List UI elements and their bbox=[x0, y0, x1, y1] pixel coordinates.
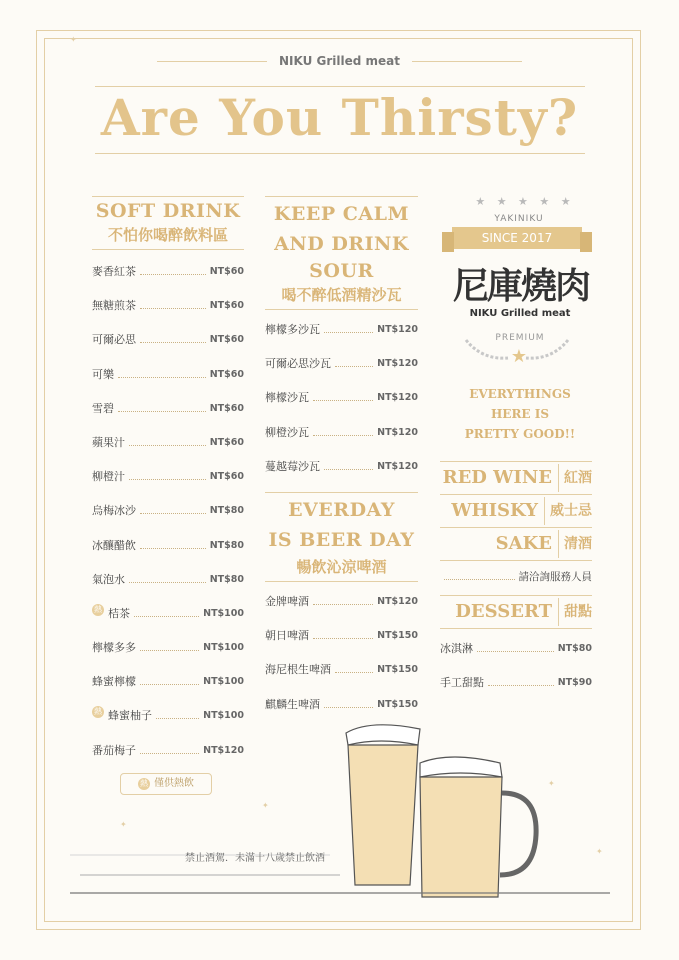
item-name: 烏梅冰沙 bbox=[92, 504, 136, 518]
brand-name: NIKU Grilled meat bbox=[278, 54, 400, 68]
liquor-note: 請洽詢服務人員 bbox=[440, 567, 592, 601]
dot-leader bbox=[488, 673, 554, 686]
menu-item bbox=[265, 354, 418, 388]
item-price: NT$100 bbox=[203, 676, 244, 688]
item-name: 冰淇淋 bbox=[440, 642, 473, 655]
menu-item bbox=[92, 501, 244, 535]
item-name: 麥香紅茶 bbox=[92, 265, 136, 278]
item-name: 金牌啤酒 bbox=[265, 595, 309, 608]
dot-leader bbox=[313, 423, 373, 436]
menu-item bbox=[92, 604, 244, 638]
item-price: NT$150 bbox=[377, 630, 418, 642]
sour-subtitle: 喝不醉低酒精沙瓦 bbox=[281, 286, 402, 304]
item-name: 蔓越莓沙瓦 bbox=[265, 459, 320, 473]
dot-leader bbox=[313, 592, 373, 605]
dot-leader bbox=[129, 433, 206, 446]
item-price: NT$120 bbox=[377, 392, 418, 404]
menu-item bbox=[92, 330, 244, 364]
item-name: 蜂蜜檸檬 bbox=[92, 675, 136, 689]
menu-item bbox=[92, 536, 244, 570]
dot-leader bbox=[324, 695, 373, 708]
item-name: 手工甜點 bbox=[440, 676, 484, 690]
item-price: NT$120 bbox=[377, 358, 418, 370]
item-name: 可爾必思沙瓦 bbox=[265, 357, 331, 371]
item-name: 柳橙汁 bbox=[92, 470, 125, 484]
liquor-category: RED WINE 紅酒 bbox=[440, 464, 592, 492]
item-name: 可樂 bbox=[92, 367, 114, 381]
dot-leader bbox=[118, 399, 206, 412]
menu-item bbox=[440, 639, 592, 673]
item-price: NT$60 bbox=[209, 368, 244, 380]
item-price: NT$60 bbox=[209, 266, 244, 277]
dot-leader bbox=[324, 320, 373, 333]
brand-header bbox=[0, 54, 679, 68]
dot-leader bbox=[140, 262, 206, 275]
logo-english-name: NIKU Grilled meat bbox=[469, 308, 571, 319]
sour-section bbox=[265, 194, 418, 491]
menu-item bbox=[265, 388, 418, 422]
sour-title-line-3: SOUR bbox=[309, 260, 374, 282]
item-name: 海尼根生啤酒 bbox=[265, 663, 331, 677]
hero-bottom-rule bbox=[95, 153, 585, 154]
menu-item bbox=[265, 592, 418, 626]
menu-item bbox=[92, 467, 244, 501]
item-name: 可爾必思 bbox=[92, 333, 136, 347]
page-title: Are You Thirsty? bbox=[100, 88, 579, 147]
menu-item bbox=[265, 457, 418, 491]
menu-item bbox=[265, 423, 418, 457]
dessert-section bbox=[440, 593, 592, 707]
divider bbox=[440, 527, 592, 528]
item-price: NT$60 bbox=[209, 334, 244, 346]
divider bbox=[440, 494, 592, 495]
item-name: 桔茶 bbox=[108, 606, 130, 620]
beer-title-line-2: IS BEER DAY bbox=[268, 529, 415, 551]
item-name: 氣泡水 bbox=[92, 572, 125, 586]
item-name: 冰釀醋飲 bbox=[92, 538, 136, 552]
hot-only-note: 熱 僅供熱飲 bbox=[120, 773, 212, 795]
liquor-list bbox=[440, 464, 592, 561]
beer-list bbox=[265, 592, 418, 729]
menu-item bbox=[92, 433, 244, 467]
dot-leader bbox=[140, 330, 206, 343]
item-price: NT$60 bbox=[209, 436, 244, 448]
since-ribbon: SINCE 2017 bbox=[452, 227, 582, 249]
dot-leader bbox=[134, 604, 199, 617]
item-name: 檸檬多沙瓦 bbox=[265, 323, 320, 336]
hot-badge-icon: 熱 bbox=[140, 779, 148, 788]
beer-glasses-illustration bbox=[70, 715, 610, 905]
item-name: 朝日啤酒 bbox=[265, 629, 309, 643]
menu-item bbox=[265, 320, 418, 354]
sour-title-line-2: AND DRINK bbox=[274, 233, 409, 255]
dot-leader bbox=[140, 672, 199, 685]
hero-top-rule bbox=[95, 86, 585, 87]
menu-item bbox=[92, 399, 244, 433]
tagline: EVERYTHINGS HERE IS PRETTY GOOD!! bbox=[464, 387, 576, 441]
dot-leader bbox=[313, 388, 373, 401]
menu-item bbox=[92, 296, 244, 330]
sour-list bbox=[265, 320, 418, 491]
menu-item bbox=[92, 365, 244, 399]
rating-stars: ★ ★ ★ ★ ★ bbox=[475, 195, 575, 208]
dot-leader bbox=[140, 296, 206, 309]
item-name: 番茄梅子 bbox=[92, 743, 136, 757]
item-price: NT$80 bbox=[557, 643, 592, 654]
yakiniku-label: YAKINIKU bbox=[494, 214, 544, 224]
menu-item bbox=[265, 660, 418, 694]
divider bbox=[440, 560, 592, 561]
item-price: NT$60 bbox=[209, 300, 244, 312]
sour-title-line-1: KEEP CALM bbox=[273, 203, 410, 225]
item-price: NT$80 bbox=[209, 505, 244, 517]
item-name: 麒麟生啤酒 bbox=[265, 697, 320, 711]
soft-drink-title: SOFT DRINK bbox=[95, 200, 241, 222]
item-price: NT$150 bbox=[377, 664, 418, 676]
item-price: NT$100 bbox=[203, 607, 244, 619]
item-price: NT$120 bbox=[203, 744, 244, 756]
soft-drink-subtitle: 不怕你喝醉飲料區 bbox=[107, 226, 228, 244]
beer-section bbox=[265, 490, 418, 729]
dot-leader bbox=[129, 467, 206, 480]
item-price: NT$60 bbox=[209, 402, 244, 414]
liquor-section bbox=[440, 459, 592, 601]
dessert-list bbox=[440, 639, 592, 707]
item-name: 檸檬多多 bbox=[92, 641, 136, 655]
item-price: NT$120 bbox=[377, 324, 418, 335]
menu-item bbox=[92, 672, 244, 706]
liquor-category: SAKE 清酒 bbox=[440, 530, 592, 558]
item-name: 檸檬沙瓦 bbox=[265, 391, 309, 405]
dot-leader bbox=[140, 501, 206, 514]
footer-note: 禁止酒駕．未滿十八歲禁止飲酒 bbox=[185, 853, 325, 864]
dessert-title: DESSERT 甜點 bbox=[440, 598, 592, 626]
item-price: NT$80 bbox=[209, 539, 244, 551]
soft-drink-list bbox=[92, 262, 244, 775]
item-name: 雪碧 bbox=[92, 401, 114, 415]
dot-leader bbox=[324, 457, 373, 470]
logo-chinese-name: 尼庫燒肉 bbox=[452, 265, 589, 307]
hot-badge-icon: 熱 bbox=[94, 707, 102, 717]
dot-leader bbox=[335, 660, 373, 673]
item-price: NT$120 bbox=[377, 426, 418, 438]
item-price: NT$80 bbox=[209, 573, 244, 585]
soft-drink-section bbox=[92, 194, 244, 775]
beer-title-line-1: EVERDAY bbox=[288, 499, 395, 521]
item-price: NT$120 bbox=[377, 460, 418, 472]
dot-leader bbox=[335, 354, 373, 367]
dot-leader bbox=[477, 639, 554, 652]
dot-leader bbox=[313, 626, 373, 639]
item-price: NT$120 bbox=[377, 596, 418, 607]
item-name: 柳橙沙瓦 bbox=[265, 425, 309, 439]
drink-menu-page: NIKU Grilled meat Are You Thirsty? SOFT DRINK 不怕你喝醉飲料區 麥香紅茶 NT$60 無糖煎茶 NT$60 可爾必思 NT$60 可樂 NT$60 雪碧 NT$60 蘋果汁 NT$60 柳橙汁 NT$60 烏梅冰沙 NT$80 冰釀醋飲 NT$80 氣泡水 NT$80 熱 桔茶 NT$100 檸檬多多 NT$100 蜂蜜檸檬 NT$100 熱 蜂蜜柚子 NT$100 番茄梅子 NT$120 熱 僅供熱飲 KEEP CALM AND DRINK SOUR 喝不醉低酒精沙瓦 檸檬多沙瓦 NT$120 可爾必思沙瓦 NT$120 檸檬沙瓦 NT$120 柳橙沙瓦 NT$120 蔓越莓沙瓦 NT$120 EVERDAY IS BEER DAY 暢飲沁涼啤酒 金牌啤酒 NT$120 朝日啤酒 NT$150 海尼根生啤酒 NT$150 麒麟生啤酒 NT$150 ★ ★ ★ ★ ★ YAKINIKU SINCE 2017 尼庫燒肉 NIKU Grilled meat PREMIUM ★ EVERYTHINGS HERE IS PRETTY GOOD!! RED WINE 紅酒 WHISKY 威士忌 SAKE 清酒 請洽詢服務人員 DESSERT 甜點 冰淇淋 NT$80 手工甜點 NT$90 禁止酒駕．未滿十八歲禁止飲酒 ✦ ✦ ✦ ✦ ✦ bbox=[0, 0, 679, 960]
item-price: NT$100 bbox=[203, 642, 244, 654]
dot-leader bbox=[140, 638, 199, 651]
gold-star-icon: ★ bbox=[510, 346, 528, 367]
liquor-category: WHISKY 威士忌 bbox=[440, 497, 592, 525]
item-price: NT$90 bbox=[557, 677, 592, 689]
item-price: NT$100 bbox=[203, 710, 244, 722]
menu-item bbox=[440, 673, 592, 707]
item-price: NT$60 bbox=[209, 471, 244, 483]
menu-item bbox=[92, 638, 244, 672]
item-name: 無糖煎茶 bbox=[92, 299, 136, 313]
dot-leader bbox=[118, 365, 206, 378]
dot-leader bbox=[129, 570, 206, 583]
menu-item bbox=[92, 570, 244, 604]
dot-leader bbox=[140, 536, 206, 549]
item-name: 蜂蜜柚子 bbox=[108, 709, 152, 723]
menu-item bbox=[92, 262, 244, 296]
menu-item bbox=[265, 626, 418, 660]
hot-badge-icon: 熱 bbox=[94, 604, 102, 614]
beer-subtitle: 暢飲沁涼啤酒 bbox=[296, 558, 387, 576]
item-name: 蘋果汁 bbox=[92, 435, 125, 449]
item-price: NT$150 bbox=[377, 698, 418, 710]
premium-label: PREMIUM bbox=[495, 333, 545, 343]
